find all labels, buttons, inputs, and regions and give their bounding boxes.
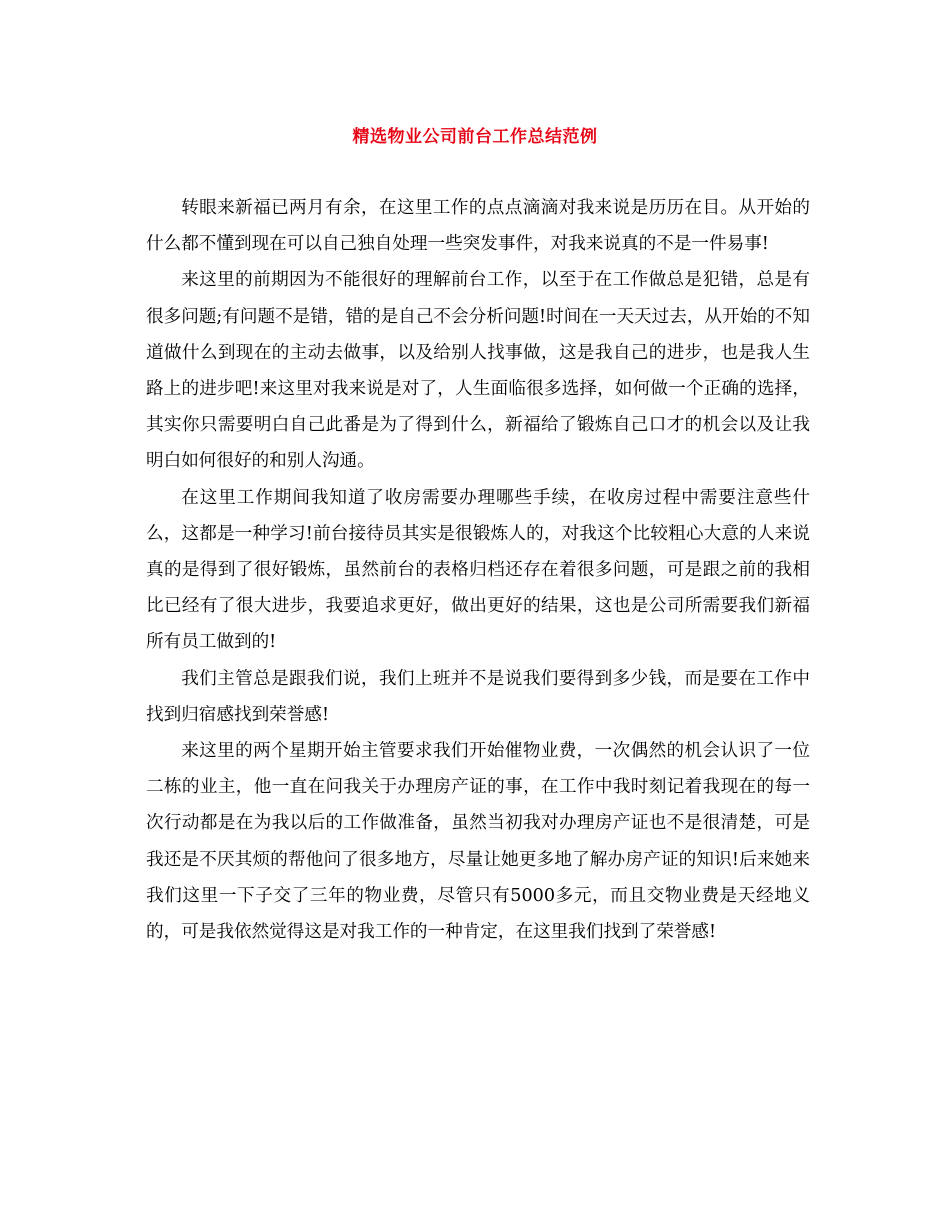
paragraph-4: 我们主管总是跟我们说，我们上班并不是说我们要得到多少钱，而是要在工作中找到归宿感找到荣誉感! — [146, 668, 810, 725]
paragraph-1: 转眼来新福已两月有余，在这里工作的点点滴滴对我来说是历历在目。从开始的什么都不懂到现在可以自己独自处理一些突发事件，对我来说真的不是一件易事! — [146, 198, 810, 255]
paragraph-3: 在这里工作期间我知道了收房需要办理哪些手续，在收房过程中需要注意些什么，这都是一种学习!前台接待员其实是很锻炼人的，对我这个比较粗心大意的人来说真的是得到了很好锻炼，虽然前台的表格归档还存在着很多问题，可是跟之前的我相比已经有了很大进步，我要追求更好，做出更好的结果，这也是公司所需要我们新福所有员工做到的! — [146, 487, 810, 653]
paragraph-2: 来这里的前期因为不能很好的理解前台工作，以至于在工作做总是犯错，总是有很多问题;有问题不是错，错的是自己不会分析问题!时间在一天天过去，从开始的不知道做什么到现在的主动去做事，以及给别人找事做，这是我自己的进步，也是我人生路上的进步吧!来这里对我来说是对了，人生面临很多选择，如何做一个正确的选择，其实你只需要明白自己此番是为了得到什么，新福给了锻炼自己口才的机会以及让我明白如何很好的和别人沟通。 — [146, 270, 810, 472]
document-body — [146, 190, 810, 950]
document-title: 精选物业公司前台工作总结范例 — [352, 127, 598, 147]
paragraph-5: 来这里的两个星期开始主管要求我们开始催物业费，一次偶然的机会认识了一位二栋的业主，他一直在问我关于办理房产证的事，在工作中我时刻记着我现在的每一次行动都是在为我以后的工作做准备，虽然当初我对办理房产证也不是很清楚，可是我还是不厌其烦的帮他问了很多地方，尽量让她更多地了解办房产证的知识!后来她来我们这里一下子交了三年的物业费，尽管只有5000多元，而且交物业费是天经地义的，可是我依然觉得这是对我工作的一种肯定，在这里我们找到了荣誉感! — [146, 741, 810, 943]
